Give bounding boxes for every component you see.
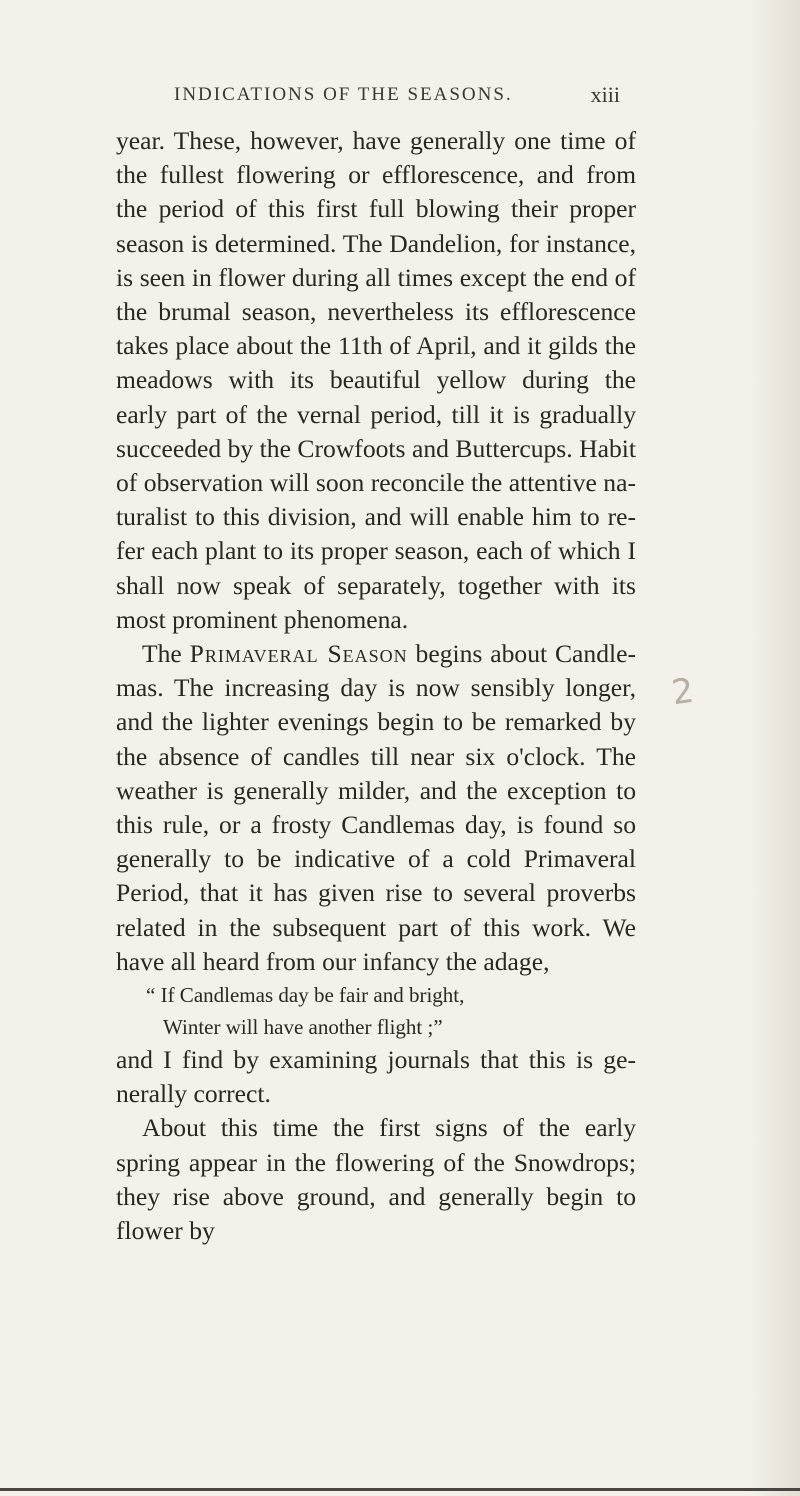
paragraph-2 bbox=[116, 637, 636, 979]
page-number: xiii bbox=[590, 82, 620, 107]
paragraph-3: and I find by examining journals that this is generally correct. bbox=[116, 1045, 636, 1109]
paragraph-4: About this time the first signs of the early spring appear in the flowering of the Snowdrops; they rise above ground, and generally begin to flower by bbox=[116, 1113, 636, 1246]
verse-line-2: Winter will have another flight ;” bbox=[163, 1015, 443, 1040]
primaveral-season-term: Primaveral Season bbox=[189, 639, 408, 669]
page-edge-shadow bbox=[750, 0, 800, 1496]
body-text bbox=[116, 124, 636, 1248]
running-head: INDICATIONS OF THE SEASONS. bbox=[174, 84, 513, 105]
paragraph-2-lead: The bbox=[142, 639, 182, 669]
paragraph-2-rest: begins about Candlemas. The increasing day is now sensibly longer, and the lighter evenings begin to be remarked by the absence of candles till near six o'clock. The weather is generally milder, and the exception to this rule, or a frosty Candlemas day, is found so generally to be indicative of a cold Primaveral Period, that it has given rise to several proverbs related in the subsequent part of this work. We have all heard from our infancy the adage, bbox=[116, 639, 636, 976]
verse-line-1: “ If Candlemas day be fair and bright, bbox=[146, 983, 465, 1008]
pencil-annotation: 2 bbox=[669, 670, 697, 714]
adage-verse bbox=[116, 979, 636, 1043]
bottom-edge-rule bbox=[0, 1488, 800, 1491]
paragraph-1: year. These, however, have generally one time of the fullest flowering or efflorescence, and from the period of this first full blowing their proper season is determined. The Dandelion, for instance, is seen in flower during all times except the end of the brumal season, nevertheless its efflorescence takes place about the 11th of April, and it gilds the meadows with its beautiful yellow during the early part of the vernal period, till it is gradually succeeded by the Crowfoots and Buttercups. Habit of observation will soon reconcile the attentive naturalist to this division, and will enable him to refer each plant to its proper season, each of which I shall now speak of separately, together with its most prominent phenomena. bbox=[116, 126, 636, 634]
